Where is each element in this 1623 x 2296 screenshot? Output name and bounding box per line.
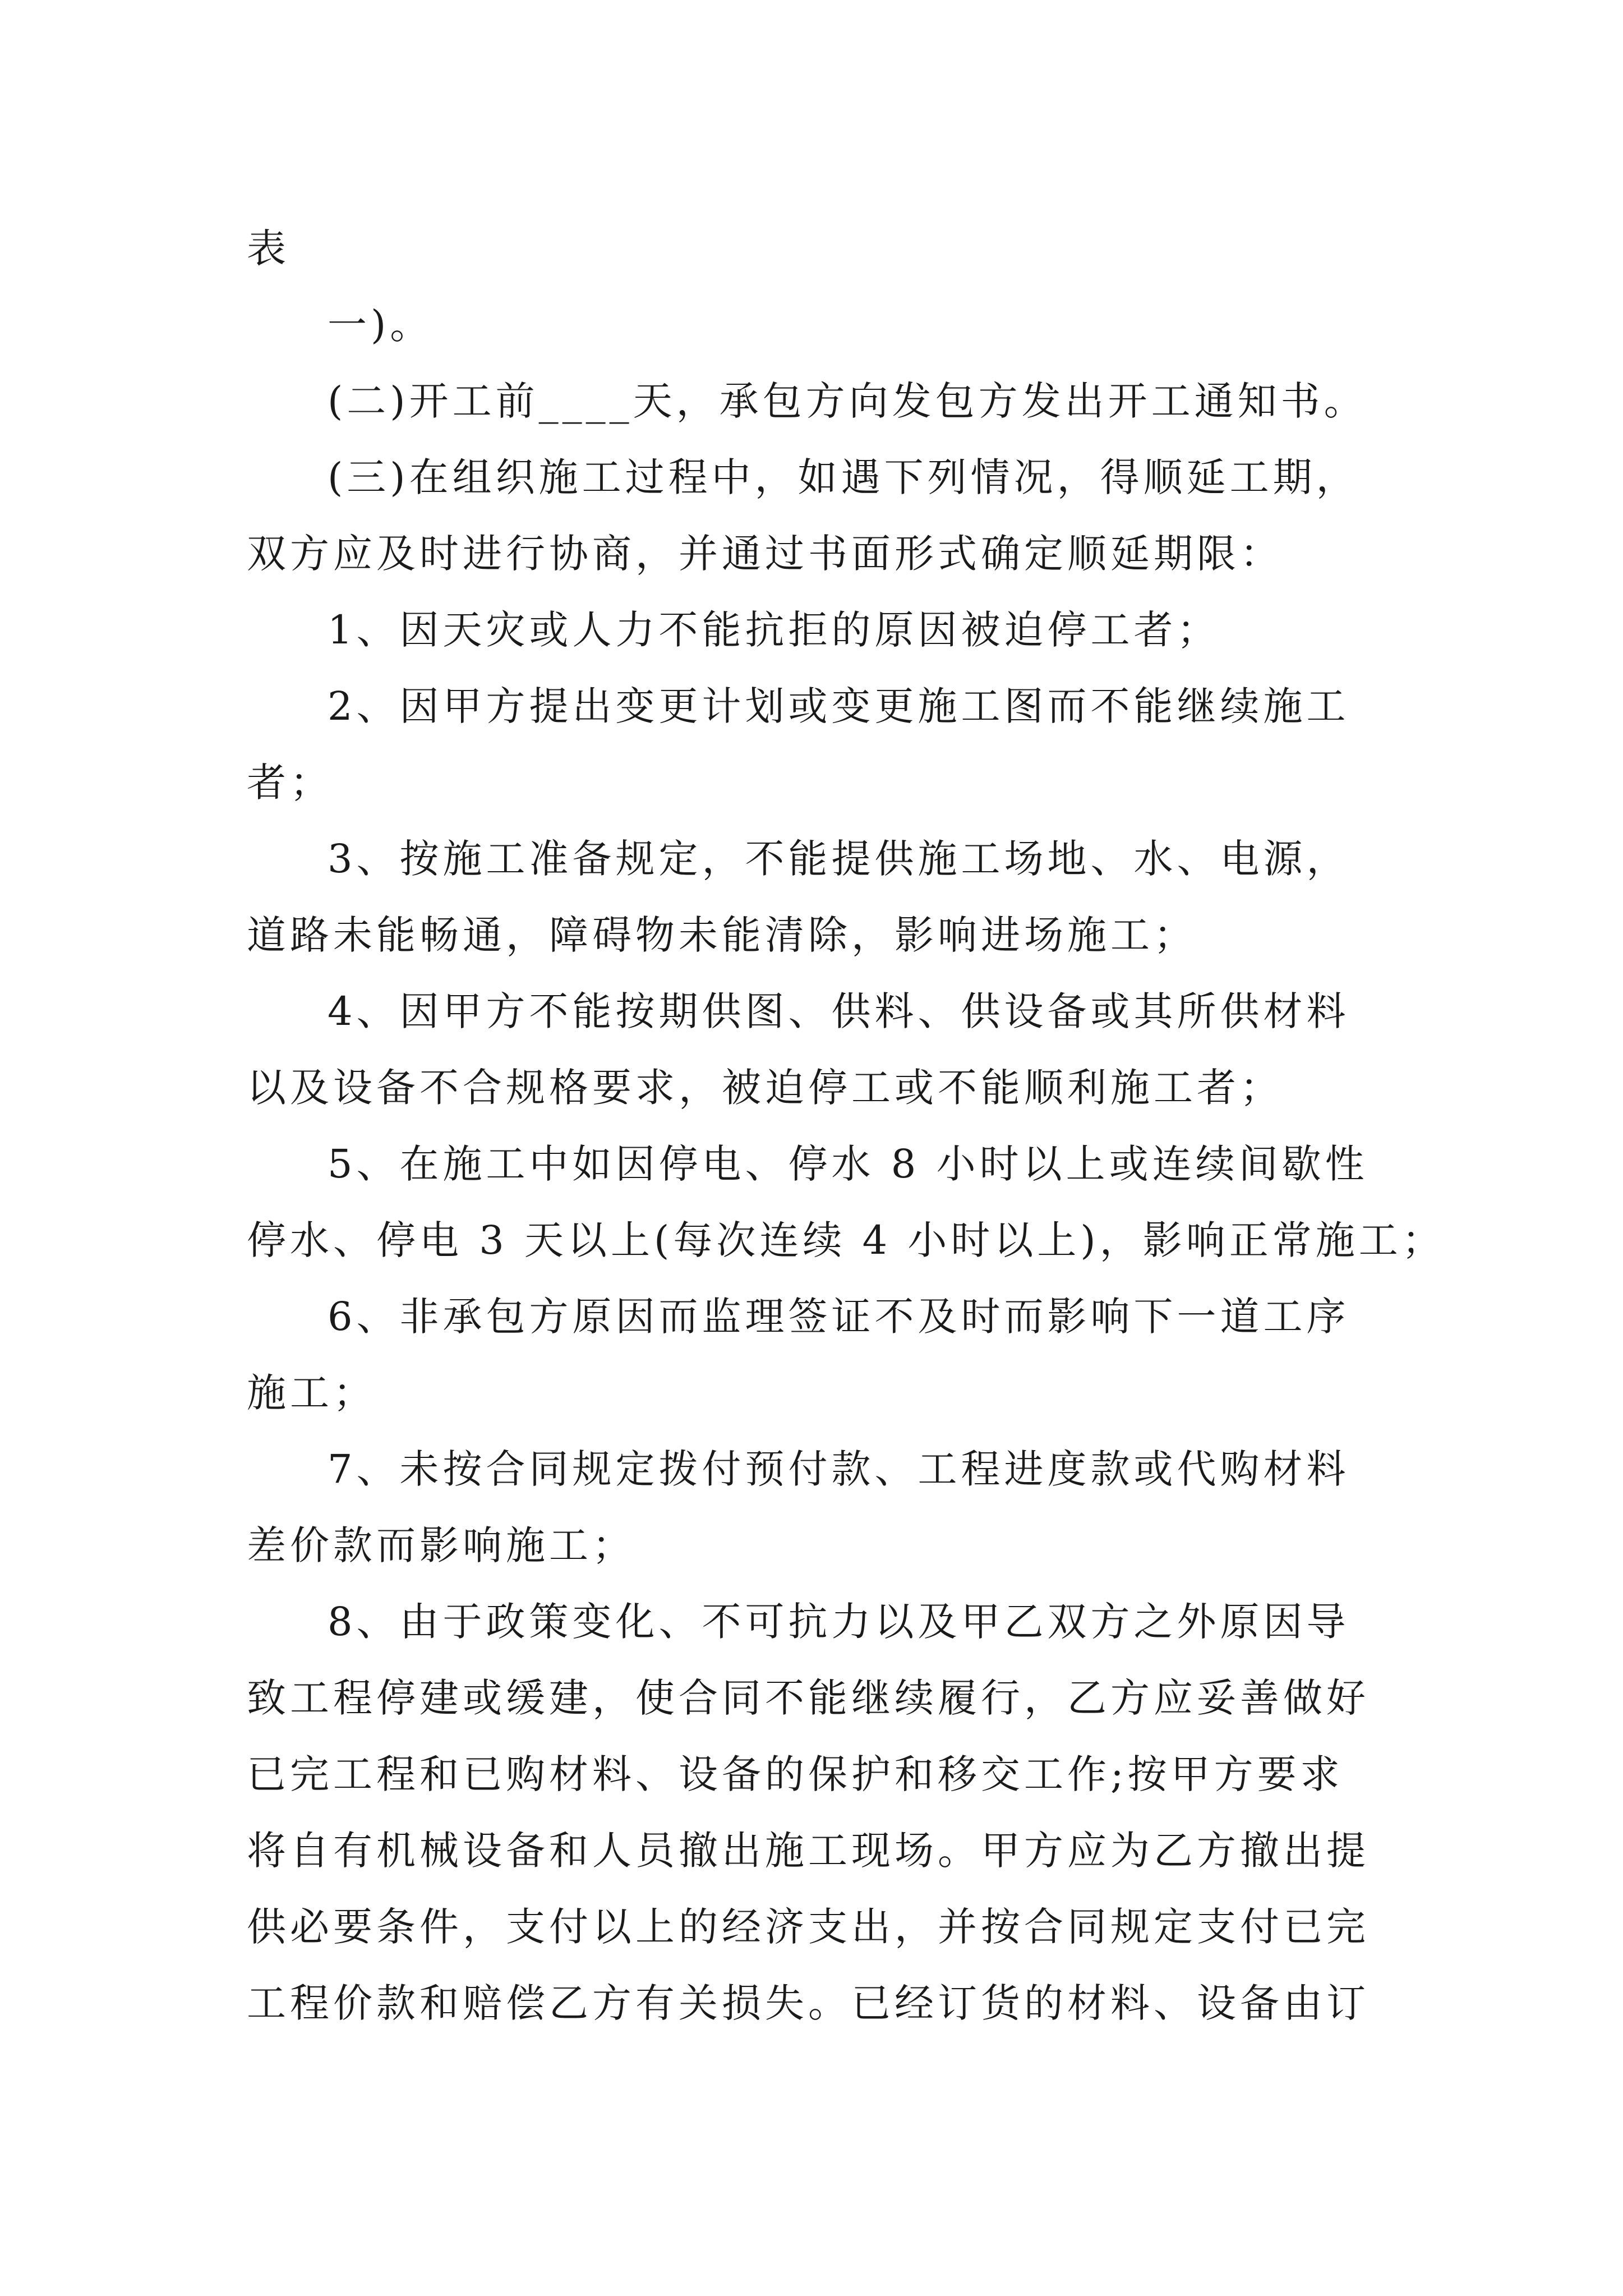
text-line: 8、由于政策变化、不可抗力以及甲乙双方之外原因导 xyxy=(328,1599,1350,1645)
text-line: 差价款而影响施工； xyxy=(247,1522,635,1568)
text-line: (二)开工前____天，承包方向发包方发出开工通知书。 xyxy=(328,378,1367,424)
text-line: 施工； xyxy=(247,1370,376,1416)
text-line: 已完工程和已购材料、设备的保护和移交工作;按甲方要求 xyxy=(247,1751,1344,1797)
text-line: 一)。 xyxy=(328,302,434,348)
text-line: 将自有机械设备和人员撤出施工现场。甲方应为乙方撤出提 xyxy=(247,1828,1370,1874)
text-line: 4、因甲方不能按期供图、供料、供设备或其所供材料 xyxy=(328,988,1350,1034)
text-line: 致工程停建或缓建，使合同不能继续履行，乙方应妥善做好 xyxy=(247,1675,1370,1721)
text-line: 2、因甲方提出变更计划或变更施工图而不能继续施工 xyxy=(328,683,1350,729)
text-line: 道路未能畅通，障碍物未能清除，影响进场施工； xyxy=(247,912,1197,958)
text-line: 7、未按合同规定拨付预付款、工程进度款或代购材料 xyxy=(328,1446,1350,1492)
text-line: (三)在组织施工过程中，如遇下列情况，得顺延工期， xyxy=(328,454,1359,500)
text-line: 工程价款和赔偿乙方有关损失。已经订货的材料、设备由订 xyxy=(247,1980,1370,2026)
text-line: 表 xyxy=(247,226,290,272)
text-line: 3、按施工准备规定，不能提供施工场地、水、电源， xyxy=(328,836,1350,882)
text-line: 1、因天灾或人力不能抗拒的原因被迫停工者； xyxy=(328,607,1220,653)
document-body xyxy=(247,210,1445,2041)
text-line: 5、在施工中如因停电、停水 8 小时以上或连续间歇性 xyxy=(328,1141,1368,1187)
text-line: 以及设备不合规格要求，被迫停工或不能顺利施工者； xyxy=(247,1065,1283,1111)
text-line: 供必要条件，支付以上的经济支出，并按合同规定支付已完 xyxy=(247,1904,1370,1950)
text-line: 6、非承包方原因而监理签证不及时而影响下一道工序 xyxy=(328,1294,1350,1340)
text-line: 停水、停电 3 天以上(每次连续 4 小时以上)，影响正常施工； xyxy=(247,1217,1445,1263)
text-line: 双方应及时进行协商，并通过书面形式确定顺延期限： xyxy=(247,531,1283,577)
text-line: 者； xyxy=(247,760,333,806)
